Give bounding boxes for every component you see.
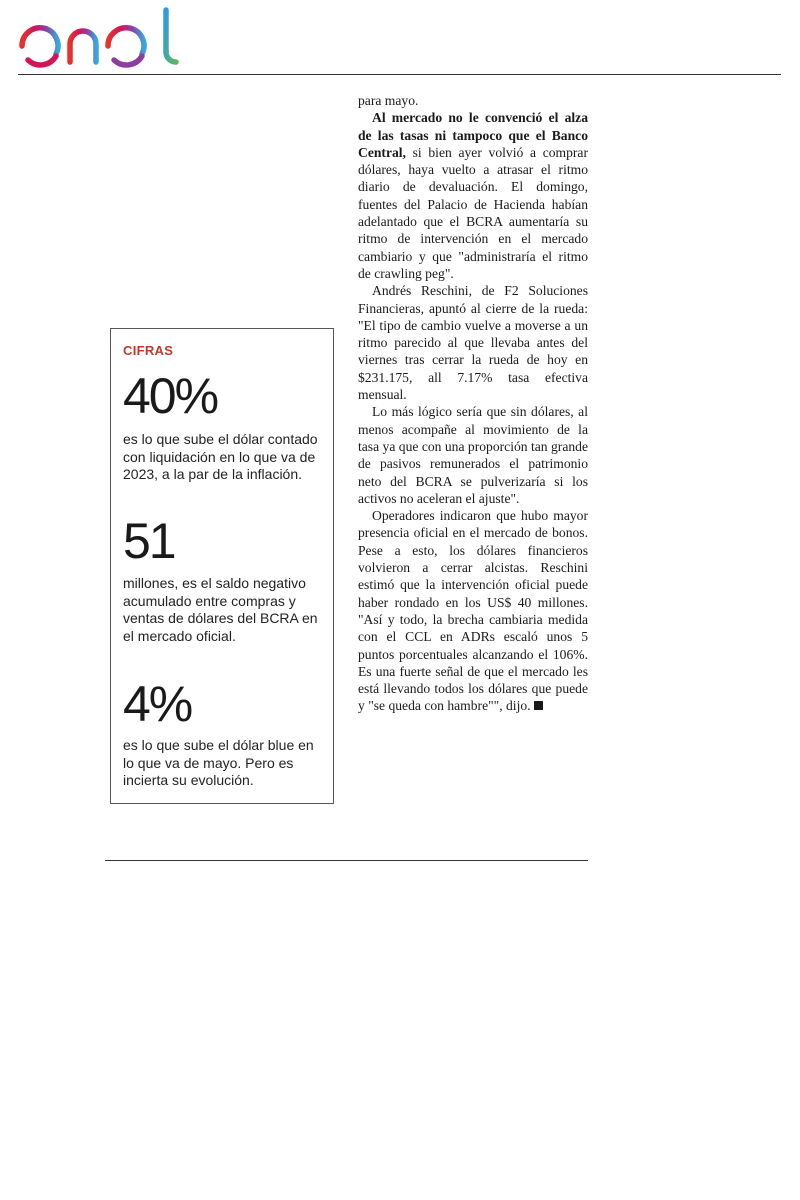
article-lead-bold: Al mercado no le convenció el alza de las tasas ni tampoco que el Banco Central,	[358, 110, 588, 160]
enel-logo	[16, 4, 181, 68]
stat-number-2: 51	[123, 513, 175, 569]
article-paragraph-3: Lo más lógico sería que sin dólares, al menos acompañe al movimiento de la tasa ya que con una proporción tan grande de pasivos remunerados el patrimonio neto del BCRA se pulverizaría si los activos no aceleran el ajuste".	[358, 404, 588, 506]
article-paragraph-1	[358, 109, 588, 282]
article-paragraph-2: Andrés Reschini, de F2 Soluciones Financieras, apuntó al cierre de la rueda: "El tipo de cambio vuelve a moverse a un ritmo parecido al que llevaba antes del viernes tras cerrar la rueda de hoy en $231.175, all 7.17% tasa efectiva mensual.	[358, 283, 588, 403]
cifras-label: CIFRAS	[123, 343, 174, 358]
header-divider	[18, 74, 781, 75]
article-paragraph-0: para mayo.	[358, 93, 419, 108]
article-body	[358, 92, 588, 715]
article-paragraph-4	[358, 507, 588, 715]
stat-description-3: es lo que sube el dólar blue en lo que va de mayo. Pero es incierta su evolución.	[123, 737, 314, 788]
end-of-article-icon	[534, 701, 543, 710]
stat-description-2: millones, es el saldo negativo acumulado entre compras y ventas de dólares del BCRA en el mercado oficial.	[123, 575, 318, 644]
cifras-box	[110, 328, 334, 804]
article-lead-rest: si bien ayer volvió a comprar dólares, haya vuelto a atrasar el ritmo diario de devaluación. El domingo, fuentes del Palacio de Hacienda habían adelantado que el BCRA aumentaría su ritmo de intervención en el mercado cambiario y que "administraría el ritmo de crawling peg".	[358, 144, 588, 281]
stat-description-1: es lo que sube el dólar contado con liquidación en lo que va de 2023, a la par de la inflación.	[123, 431, 318, 482]
stat-number-1: 40%	[123, 368, 218, 424]
footer-divider	[105, 860, 588, 861]
stat-number-3: 4%	[123, 676, 192, 732]
article-paragraph-4-text: Operadores indicaron que hubo mayor presencia oficial en el mercado de bonos. Pese a esto, los dólares financieros volvieron a cerrar alcistas. Reschini estimó que la intervención oficial puede haber rondado en los US$ 40 millones. "Así y todo, la brecha cambiaria medida con el CCL en ADRs escaló unos 5 puntos porcentuales alcanzando el 106%. Es una fuerte señal de que el mercado les está llevando todos los dólares que puede y "se queda con hambre"", dijo.	[358, 508, 588, 714]
